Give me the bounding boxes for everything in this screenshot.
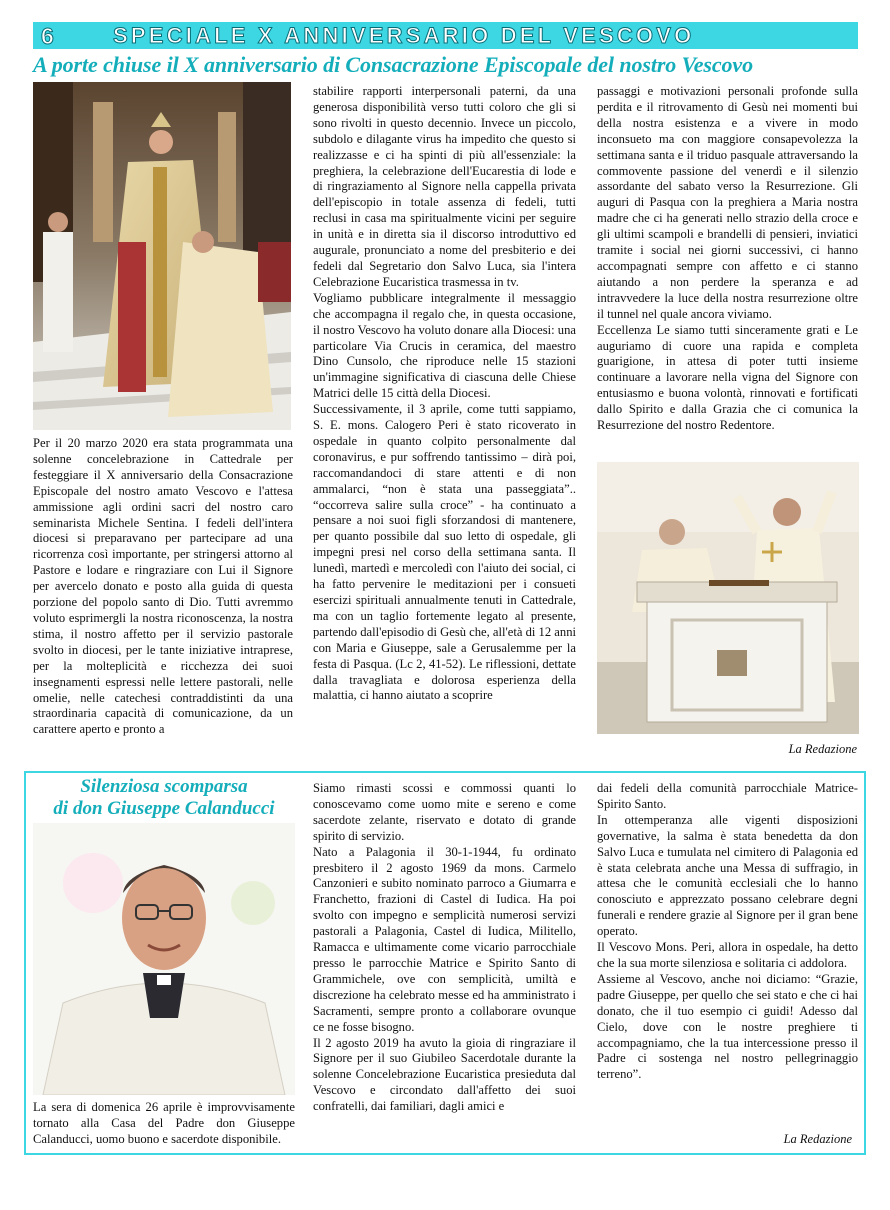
paragraph: Per il 20 marzo 2020 era stata programmata una solenne concelebrazione in Cattedrale per festeggiare il X anniversario della Consacrazione Episcopale del nostro amato Vescovo e l'attesa ammissione agli ordini sacri del nostro caro seminarista Michele Sentina. I fedeli dell'intera diocesi si preparavano per partecipare ad una ricorrenza così importante, per stringersi attorno al Pastore e lodare e ringraziare con Lui il Signore per avercelo donato e posto alla guida di questa porzione del popolo santo di Dio. Tutti avremmo voluto esprimergli la nostra riconoscenza, la nostra stima, il nostro affetto per il servizio pastorale svolto in diocesi, per le tante iniziative intraprese, per la molteplicità e ricchezza dei suoi insegnamenti espressi nelle lettere pastorali, nelle omelie, nelle catechesi contraddistinti da una straordinaria capacità di comunicazione, da un carattere aperto e pronto a: [33, 436, 293, 737]
obituary-caption: [33, 1100, 295, 1148]
paragraph: passaggi e motivazioni personali profonde sulla perdita e il ritrovamento di Gesù nei momenti bui della nostra esistenza e a vivere in modo inconsueto ma con maggiore consapevolezza la settimana santa e il triduo pasquale attraversando la commovente passione del venerdì e il silenzio assordante del sabato verso la Resurrezione. Gli auguri di Pasqua con la preghiera a Maria nostra madre che ci ha generati nello strazio della croce e gli ultimi scampoli e brandelli di pensieri, inviatici tramite i social nei giorni successivi, ci hanno accompagnati sempre con affetto e ci stanno aiutando a non perdere la speranza e ad intravvedere la luce della nostra resurrezione oltre il tunnel nel quale ancora viviamo.: [597, 84, 858, 321]
paragraph: Vogliamo pubblicare integralmente il messaggio che accompagna il regalo che, in questa occasione, il nostro Vescovo ha voluto donare alla Diocesi: una particolare Via Crucis in ceramica, del maestro Dino Cunsolo, che riproduce nelle 15 stazioni un'immagine significativa di ciascuna delle Chiese Matrici delle 15 città della Diocesi.: [313, 290, 576, 401]
paragraph: Il Vescovo Mons. Peri, allora in ospedale, ha detto che la sua morte silenziosa e solitaria ci addolora.: [597, 940, 858, 970]
obituary-column-2: [313, 781, 576, 1115]
paragraph: dai fedeli della comunità parrocchiale Matrice-Spirito Santo.: [597, 781, 858, 811]
section-title: SPECIALE X ANNIVERSARIO DEL VESCOVO: [113, 23, 695, 48]
article-title: A porte chiuse il X anniversario di Consacrazione Episcopale del nostro Vescovo: [33, 52, 753, 77]
obituary-title-line-2: di don Giuseppe Calanducci: [53, 798, 275, 819]
paragraph: In ottemperanza alle vigenti disposizioni governative, la salma è stata benedetta da don Salvo Luca e tumulata nel cimitero di Palagonia ed è stata celebrata anche una Messa di suffragio, in attesa che le comunità ecclesiali che lo hanno conosciuto e apprezzato possano celebrare degni funerali e rendere grazie al Signore per il gran bene operato.: [597, 812, 858, 939]
article-column-1: [33, 436, 293, 738]
obituary-title-line-1: Silenziosa scomparsa: [80, 776, 248, 797]
consecration-photo: [33, 82, 291, 430]
paragraph: La sera di domenica 26 aprile è improvvisamente tornato alla Casa del Padre don Giuseppe Calanducci, uomo buono e sacerdote disponibile.: [33, 1100, 295, 1146]
paragraph: Assieme al Vescovo, anche noi diciamo: “Grazie, padre Giuseppe, per quello che sei stato e che ci hai donato, che il tuo esempio ci guidi! Adesso dal Cielo, dove con le nostre preghiere ti accompagniamo, che la tua intercessione presso il Padre ci sostenga nel nostro pellegrinaggio terreno”.: [597, 971, 858, 1082]
obituary-column-3: [597, 781, 858, 1083]
author-credit: La Redazione: [783, 1132, 852, 1146]
article-column-3: [597, 84, 858, 434]
paragraph: Successivamente, il 3 aprile, come tutti sappiamo, S. E. mons. Calogero Peri è stato ricoverato in ospedale in quanto colpito personalmente dal coronavirus, e pur soffrendo tantissimo – dirà poi, raccomandandoci di stare attenti e di non ammalarci, “non è stata una passeggiata”.. “occorreva salire sulla croce” - ha continuato a pensare a noi suoi figli sforzandosi di mantenere, per quanto possibile dal suo letto di ospedale, gli impegni presi nel corso della settimana santa. Il lunedì, martedì e mercoledì con l'aiuto dei social, ci ha fatto pervenire le meditazioni per i consueti esercizi spirituali annualmente tenuti in Cattedrale, ma con un taglio fortemente legato al presente, partendo dall'episodio di Gesù che, all'età di 12 anni con Maria e Giuseppe, sale a Gerusalemme per la festa di Pasqua. (Lc 2, 41-52). Le riflessioni, dettate dalla travagliata e dolorosa esperienza della malattia, ci hanno aiutato a scoprire: [313, 402, 576, 703]
section-banner: [33, 22, 858, 49]
article-column-2: [313, 84, 576, 704]
paragraph: Il 2 agosto 2019 ha avuto la gioia di ringraziare il Signore per il suo Giubileo Sacerdotale durante la solenne Concelebrazione Eucaristica presieduta dal Vescovo e circondato dall'affetto dei suoi confratelli, dai familiari, dagli amici e: [313, 1035, 576, 1114]
obituary-title: [33, 776, 295, 820]
paragraph: stabilire rapporti interpersonali paterni, da una generosa disponibilità verso tutti coloro che gli si sono rivolti in questo decennio. Invece un piccolo, subdolo e dilagante virus ha impedito che questo si realizzasse e ci ha spinti di più all'essenziale: la preghiera, la celebrazione dell'Eucarestia di lode e di ringraziamento al Signore nella cappella privata dell'episcopio in totale assenza di fedeli, tutti reclusi in casa ma spiritualmente vicini per seguire in unità e in diretta sia il discorso introduttivo ed augurale, pronunciato a nome del presbiterio e dei fedeli dal Segretario don Salvo Luca, sia l'intera Celebrazione Eucaristica trasmessa in tv.: [313, 84, 576, 289]
paragraph: Nato a Palagonia il 30-1-1944, fu ordinato presbitero il 2 agosto 1969 da mons. Carmelo Canzonieri e subito nominato parroco a Giumarra e Franchetto, frazioni di Castel di Iudica. Ha poi svolto con impegno e semplicità numerosi servizi pastorali a Palagonia, Castel di Iudica, Militello, Ramacca e ultimamente come vicario parrocchiale presso le parrocchie Matrice e Spirito Santo di Grammichele, ove con semplicità, umiltà e discrezione ha celebrato messe ed ha amministrato i Sacramenti, sempre pronto a collaborare ovunque ce ne fosse bisogno.: [313, 844, 576, 1034]
paragraph: Eccellenza Le siamo tutti sinceramente grati e Le auguriamo di cuore una rapida e completa guarigione, in attesa di poter tutti insieme continuare a lavorare nella vigna del Signore con entusiasmo e buona volontà, rinnovati e fortificati dallo Spirito e dalla Grazia che ci comunica la Resurrezione del nostro Redentore.: [597, 322, 858, 433]
author-credit: La Redazione: [788, 742, 857, 756]
page-number: 6: [41, 23, 54, 49]
portrait-photo: [33, 823, 295, 1095]
altar-mass-photo: [597, 462, 859, 734]
paragraph: Siamo rimasti scossi e commossi quanti lo conoscevamo come uomo mite e sereno e come sacerdote zelante, riservato e dotato di grande spirito di servizio.: [313, 781, 576, 843]
